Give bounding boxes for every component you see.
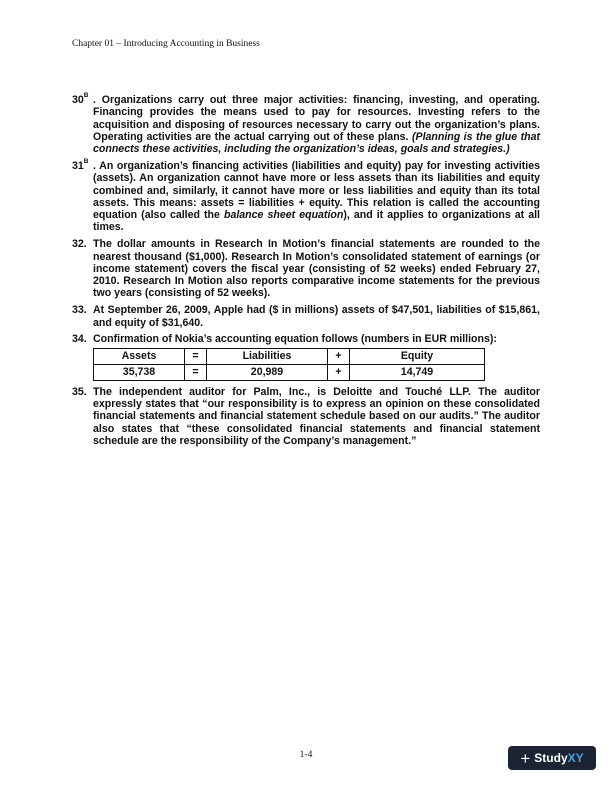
header-liabilities: Liabilities (207, 348, 328, 364)
value-liabilities: 20,989 (207, 364, 328, 380)
page-number: 1-4 (299, 750, 313, 760)
table-row (94, 364, 485, 380)
header-plus: + (328, 348, 350, 364)
item-number: 33. (72, 304, 87, 317)
header-equals: = (185, 348, 207, 364)
answer-32 (72, 238, 540, 299)
question-list (72, 94, 540, 452)
plus-icon: + (520, 748, 531, 768)
header-assets: Assets (94, 348, 185, 364)
item-text: The dollar amounts in Research In Motion’s financial statements are rounded to the nearest thousand ($1,000). Research In Motion’s consolidated statement of earnings (or income statement) covers the fiscal year (consisting of 52 weeks) ended February 27, 2010. Research In Motion also reports comparative income statements for the previous two years (consisting of 52 weeks). (93, 238, 540, 300)
answer-30 (72, 94, 540, 155)
item-text: . Organizations carry out three major activities: financing, investing, and operating. Financing provides the means used to pay for resources. Investing refers to the acquisition and disposing of resources necessary to carry out the organization’s plans. Operating activities are the actual carrying out of these plans. (Planning is the glue that connects these activities, including the organization’s ideas, goals and strategies.) (93, 94, 540, 156)
accounting-equation-table (93, 348, 485, 382)
answer-35 (72, 386, 540, 447)
item-text: At September 26, 2009, Apple had ($ in millions) assets of $47,501, liabilities of $15,861, and equity of $31,640. (93, 304, 540, 329)
item-text: . An organization’s financing activities (liabilities and equity) pay for investing activities (assets). An organization cannot have more or less assets than its liabilities and equity combined and, similarly, it cannot have more or less liabilities and equity than its total assets. This means: assets = liabilities + equity. This relation is called the accounting equation (also called the balance sheet equation), and it applies to organizations at all times. (93, 159, 541, 234)
chapter-header: Chapter 01 – Introducing Accounting in Business (72, 39, 260, 49)
answer-31 (72, 160, 540, 234)
value-equity: 14,749 (350, 364, 485, 380)
value-equals: = (185, 364, 207, 380)
header-equity: Equity (350, 348, 485, 364)
item-number: $30^B$ (72, 92, 89, 106)
item-number: 35. (72, 385, 87, 398)
item-text: Confirmation of Nokia’s accounting equation follows (numbers in EUR millions): (93, 333, 497, 346)
item-number: 34. (72, 333, 87, 346)
brand-accent: XY (567, 751, 584, 765)
table-header-row (94, 348, 485, 364)
item-number: 32. (72, 238, 87, 251)
item-number: $31^B$ (72, 158, 89, 172)
value-plus: + (328, 364, 350, 380)
item-text: The independent auditor for Palm, Inc., is Deloitte and Touché LLP. The auditor expressly states that “our responsibility is to express an opinion on these consolidated financial statements and financial statement schedule based on our audits.” The auditor also states that “these consolidated financial statements and financial statement schedule are the responsibility of the Company’s management.” (93, 385, 540, 447)
brand-name: Study (534, 751, 568, 765)
answer-33 (72, 304, 540, 329)
studyxy-badge[interactable] (508, 746, 596, 770)
answer-34 (72, 333, 540, 381)
value-assets: 35,738 (94, 364, 185, 380)
